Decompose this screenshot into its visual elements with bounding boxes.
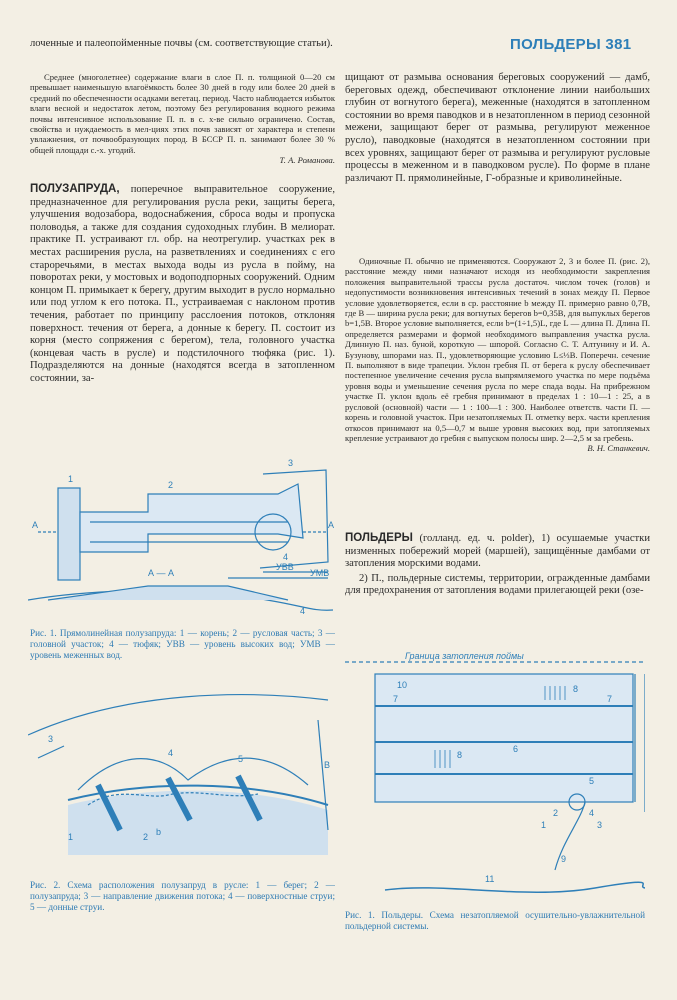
fig3-canal [555,802,585,870]
continued-paragraph: щищают от размыва основания береговых сооружений — дамб, береговых одежд, обеспечивают отклонение линии наибольших глубин от вогнутого берега), меженные (находятся в затопленном состоянии во время паводков и в незатопленном в период сезонной межени, защищают берег от размыва, регулируют меженное русло), паводковые (находятся в незатопленном состоянии при всех уровнях, защищают берег от размыва и регулируют русловые процессы в меженном и в паводковом русле). По форме в плане различают П. прямолинейные, Г-образные и криволинейные. [345,72,650,184]
fig2-flow-arrow [38,746,64,758]
soil-paragraph: Среднее (многолетнее) содержание влаги в слое П. п. толщиной 0—20 см превышает наименьшую влагоёмкость более 30 дней в году или более 20 дней в средний по обеспеченности осадками вегетац. период. Часто наблюдается избыток влаги весной и недостаток летом, поэтому без регулирования водного режима почвы интенсивное использование П. п. в с. х-ве сильно ограничено. Состав, свойства и нуждаемость в мел-циях этих почв зависят от характера и степени увлажнения, от почвообразующих пород. В БССР П. п. занимают более 30 % общей площади с.-х. угодий. [30,72,335,155]
fig3-label: 9 [561,854,567,864]
figure-3-caption: Рис. 1. Польдеры. Схема незатопляемой осушительно-увлажнительной польдерной системы. [345,910,645,932]
fig2-label: 2 [143,832,149,842]
poluzapruda-article [30,183,335,386]
fig1-label: 1 [68,474,74,484]
fig1-label: A [328,520,335,530]
spurs-author: В. Н. Станкевич. [587,443,650,454]
poldery-paragraph-2: 2) П., польдерные системы, территории, огражденные дамбами для предохранения от затопления водами прилегающей реки (озе- [345,572,650,597]
figure-1-caption: Рис. 1. Прямолинейная полузапруда: 1 — корень; 2 — русловая часть; 3 — головной участок; 4 — тюфяк; УВВ — уровень высоких вод; УМВ — уровень меженных вод. [30,628,335,661]
fig3-polder [375,674,633,802]
fig1-label: 2 [168,480,174,490]
page-header: ПОЛЬДЕРЫ 381 [510,36,632,53]
fig2-label: b [156,827,162,837]
fig1-label: 4 [283,552,289,562]
fig1-level-label: УВВ [276,562,294,572]
poldery-article [345,532,650,598]
fig3-label: 7 [607,694,613,704]
fig2-label: 5 [238,754,244,764]
fig3-label: 6 [513,744,519,754]
continued-paragraph: лоченные и палеопойменные почвы (см. соответствующие статьи). [30,38,333,49]
fig3-label: 4 [589,808,595,818]
poldery-term: ПОЛЬДЕРЫ [345,532,413,544]
fig3-label: 2 [553,808,559,818]
fig3-dam [635,674,645,812]
fig1-level-label: УМВ [310,568,330,578]
fig1-label: 4 [300,606,306,616]
fig3-label: 3 [597,820,603,830]
soil-paragraph-block [30,72,335,166]
figure-2-caption: Рис. 2. Схема расположения полузапруд в русле: 1 — берег; 2 — полузапруда; 3 — направление движения потока; 4 — поверхностные струи; 5 — донные струи. [30,880,335,913]
fig3-label: 5 [589,776,595,786]
soil-author: Т. А. Романова. [279,155,335,166]
fig2-label: 4 [168,748,174,758]
spurs-paragraph: Одиночные П. обычно не применяются. Сооружают 2, 3 и более П. (рис. 2), расстояние между ними назначают исходя из необходимости закрепления положения выправительной трассы русла достаточ. числом точек (голов) и недопустимости возникновения интенсивных течений в зонах между П. Первое условие удовлетворяется, если в ср. расстояние b между П. примерно равно 0,7B, где B — ширина русла реки; для вогнутых берегов b=0,35B, для выпуклых берегов b=1,5B. Второе условие выполняется, если b=(1÷1,5)L, где L — длина П. Длина П. определяется размерами и формой необходимого выправления участка русла. Длинную П. наз. буной, короткую — шпорой. Согласно С. Т. Алтунину и И. А. Бузунову, шпорами наз. П., удовлетворяющие условию L≤⅓B. Поперечн. сечение П. выполняют в виде трапеции. Уклон гребня П. от берега к руслу обеспечивает постепенное увеличение сечения русла выпрямляемого участка по мере подъёма уровня воды и уменьшение сечения русла по мере спада воды. На прибрежном участке П. уклон вдоль её гребня принимают в пределах 1 : 10—1 : 25, а в русловой (основной) части — 1 : 100—1 : 300. Наиболее ответств. части П. — корень и головной участок. При незатопляемых П. отметку верх. части крепления откосов принимают на 0,5—0,7 м выше уровня высоких вод, при затопляемых крепление устраивают до гребня с выпуском полосы шир. 2—2,5 м за гребень. [345,256,650,443]
figure-2-diagram [28,690,338,855]
spurs-paragraph-block [345,256,650,454]
poldery-definition: (голланд. ед. ч. polder), 1) осушаемые участки низменных побережий морей (маршей), защищённые дамбами от затопления морскими водами. [345,533,650,570]
fig3-label: 1 [541,820,547,830]
fig2-bank-top [28,695,328,735]
fig3-label: 10 [397,680,408,690]
fig1-root [58,488,80,580]
poluzapruda-term: ПОЛУЗАПРУДА, [30,183,120,195]
fig3-label: 11 [485,874,495,884]
left-column-top [30,38,335,51]
fig2-label: 3 [48,734,54,744]
fig3-label: 7 [393,694,399,704]
fig3-river [385,882,645,892]
fig3-label: 8 [457,750,463,760]
fig1-label: 3 [288,458,294,468]
fig3-title: Граница затопления поймы [405,651,524,661]
figure-1-diagram [28,450,338,620]
fig2-label: 1 [68,832,74,842]
fig1-section-label: А — А [148,568,175,578]
fig2-label: B [324,760,331,770]
fig1-label: A [32,520,39,530]
fig3-label: 8 [573,684,579,694]
right-column-top [345,72,650,185]
poluzapruda-definition: поперечное выправительное сооружение, предназначенное для регулирования русла реки, защиты берега, улучшения водозабора, водоснабжения, сброса воды и пропуска половодья, а также для создания судоходных глубин. В мелиорат. практике П. устраивают гл. обр. на неотрегулир. участках рек в местах расширения русла, на разветвлениях и соединениях с его староречьями, в местах выхода воды из русла в пойму, на поворотах реки, у мостовых и водоподпорных сооружений. Одним концом П. примыкает к берегу, другим выходит в русло нормально или под углом к его потока. П., устраиваемая с наклоном против течения, работает по принципу расслоения потоков, отклоняя поверхност. течения от берега, а донные к берегу. П. состоит из корня (место сопряжения с берегом), тела, головного участка (концевая часть в русле) и подстилочного тюфяка (рис. 1). Подразделяются на донные (находятся всегда в затопленном состоянии, за- [30,184,335,384]
figure-3-diagram [345,650,645,905]
